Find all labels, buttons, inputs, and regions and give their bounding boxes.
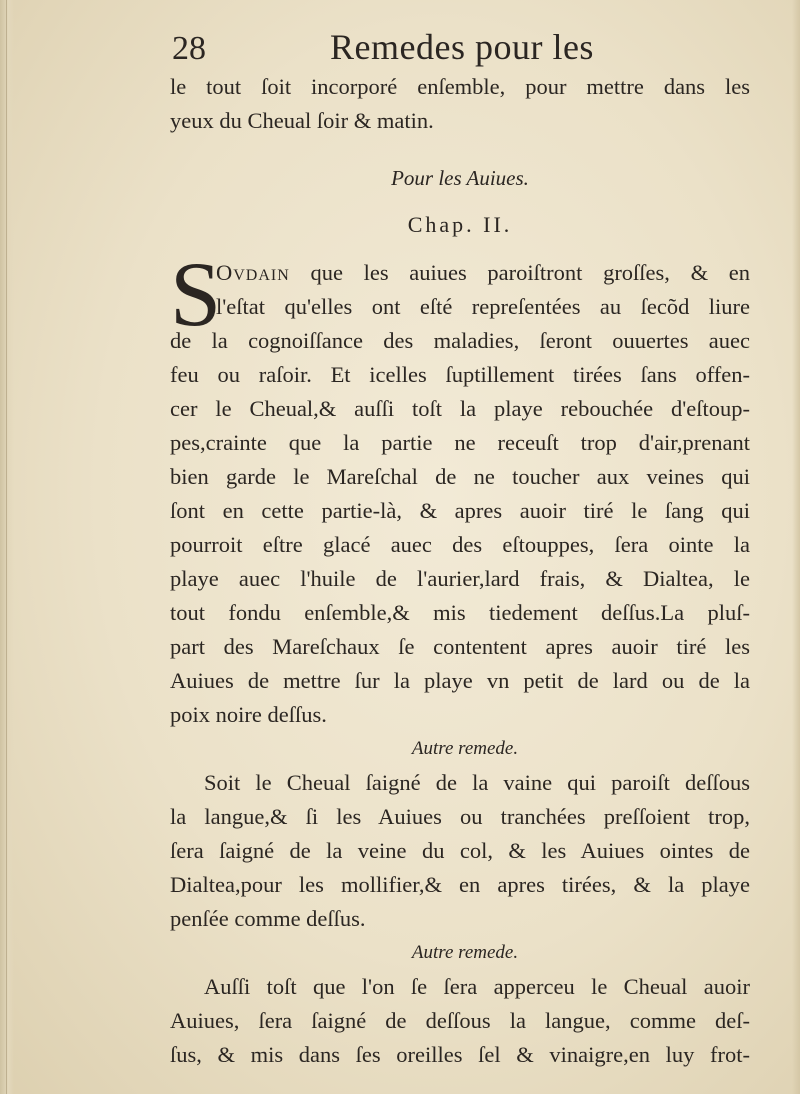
text-line: ſera ſaigné de la veine du col, & les Auiues ointes de [170, 838, 750, 863]
text-line: Auiues de mettre ſur la playe vn petit de lard ou de la [170, 668, 750, 693]
remedy-heading: Autre remede. [411, 942, 519, 963]
text-line: Soit le Cheual ſaigné de la vaine qui paroiſt deſſous [204, 770, 750, 795]
intro-text [170, 70, 750, 138]
drop-cap: S [170, 243, 222, 345]
chapter-heading: Chap. II. [407, 212, 513, 237]
page-edge-shadow [792, 0, 800, 1094]
text-line: Auiues, ſera ſaigné de deſſous la langue, comme deſ- [170, 1008, 750, 1033]
section-title: Pour les Auiues. [391, 166, 529, 190]
remedy-heading: Autre remede. [411, 738, 519, 759]
main-paragraph [170, 256, 750, 1072]
text-line: poix noire deſſus. [170, 702, 327, 727]
running-head: Remedes pour les [330, 27, 594, 67]
text-line: le tout ſoit incorporé enſemble, pour mettre dans les [170, 74, 750, 99]
binding-gutter [0, 0, 14, 1094]
text-line: feu ou raſoir. Et icelles ſuptillement tirées ſans offen- [170, 362, 750, 387]
text-line: playe auec l'huile de l'aurier,lard frais, & Dialtea, le [170, 566, 750, 591]
text-line: bien garde le Mareſchal de ne toucher aux veines qui [170, 464, 750, 489]
text-line: l'eſtat qu'elles ont eſté repreſentées au ſecõd liure [216, 294, 750, 319]
page-header [172, 26, 652, 70]
page-number: 28 [172, 30, 206, 67]
first-word: Ovdain [216, 260, 290, 285]
text-line-rest: que les auiues paroiſtront groſſes, & en [310, 260, 750, 285]
text-line: ſont en cette partie-là, & apres auoir tiré le ſang qui [170, 498, 750, 523]
text-line: ſus, & mis dans ſes oreilles ſel & vinaigre,en luy frot- [170, 1042, 750, 1067]
text-line: penſée comme deſſus. [170, 906, 366, 931]
text-line: la langue,& ſi les Auiues ou tranchées preſſoient trop, [170, 804, 750, 829]
text-line: yeux du Cheual ſoir & matin. [170, 108, 434, 133]
text-line: Dialtea,pour les mollifier,& en apres tirées, & la playe [170, 872, 750, 897]
text-line: part des Mareſchaux ſe contentent apres auoir tiré les [170, 634, 750, 659]
text-line: tout fondu enſemble,& mis tiedement deſſus.La pluſ- [170, 600, 750, 625]
text-line [170, 256, 750, 290]
text-line: de la cognoiſſance des maladies, ſeront ouuertes auec [170, 328, 750, 353]
binding-edge-line [6, 0, 7, 1094]
text-line: Auſſi toſt que l'on ſe ſera apperceu le Cheual auoir [204, 974, 750, 999]
text-line: cer le Cheual,& auſſi toſt la playe rebouchée d'eſtoup- [170, 396, 750, 421]
text-line: pes,crainte que la partie ne receuſt trop d'air,prenant [170, 430, 750, 455]
text-line: pourroit eſtre glacé auec des eſtouppes, ſera ointe la [170, 532, 750, 557]
